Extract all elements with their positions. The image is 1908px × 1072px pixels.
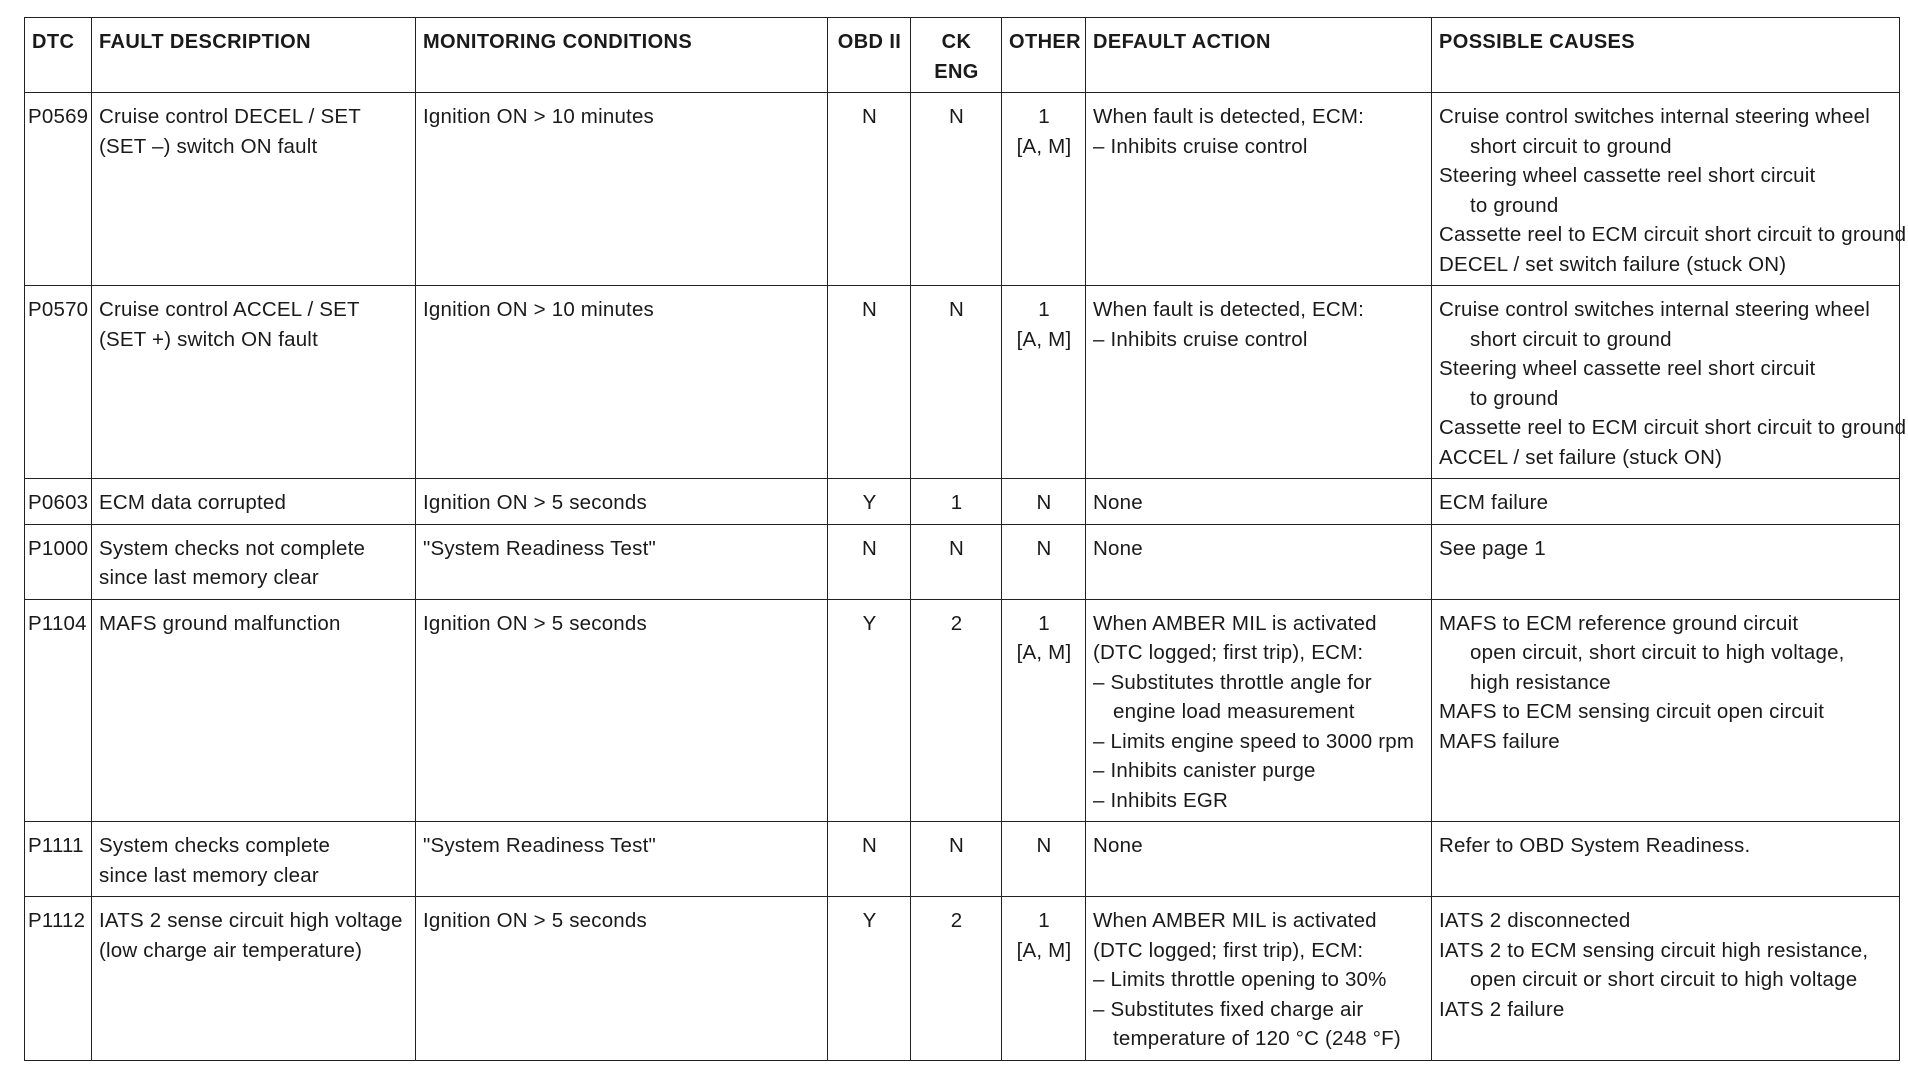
header-dtc: DTC [25, 18, 92, 93]
possible-causes-cell [1432, 822, 1900, 897]
possible-causes-cell-line: MAFS failure [1439, 729, 1560, 753]
monitoring-conditions-cell: Ignition ON > 10 minutes [416, 286, 828, 479]
possible-causes-cell-line: Cruise control switches internal steering wheel [1439, 298, 1870, 321]
fault-description-cell-line: IATS 2 sense circuit high voltage [99, 909, 403, 932]
default-action-cell-line: – Substitutes fixed charge air [1093, 997, 1364, 1021]
obd-ii-cell: N [828, 93, 911, 286]
other-cell-line: 1 [1038, 611, 1050, 635]
monitoring-conditions-cell: Ignition ON > 10 minutes [416, 93, 828, 286]
default-action-cell-line: When fault is detected, ECM: [1093, 298, 1365, 321]
fault-description-cell [92, 897, 416, 1061]
header-other: OTHER [1002, 18, 1086, 93]
header-fault-description: FAULT DESCRIPTION [92, 18, 416, 93]
table-row [25, 286, 1900, 479]
default-action-cell-line: None [1093, 491, 1143, 514]
other-cell [1002, 286, 1086, 479]
obd-ii-cell: Y [828, 479, 911, 525]
possible-causes-cell [1432, 524, 1900, 599]
default-action-cell-line: – Inhibits canister purge [1093, 759, 1316, 782]
monitoring-conditions-cell: "System Readiness Test" [416, 524, 828, 599]
possible-causes-cell-line: Cassette reel to ECM circuit short circuit to ground [1439, 223, 1907, 246]
default-action-cell-line: – Inhibits cruise control [1093, 134, 1308, 158]
ck-eng-cell: 2 [911, 897, 1002, 1061]
ck-eng-cell: N [911, 93, 1002, 286]
fault-description-cell-line: System checks not complete [99, 536, 366, 560]
header-obd-ii: OBD II [828, 18, 911, 93]
possible-causes-cell-line: to ground [1470, 193, 1559, 217]
table-row [25, 93, 1900, 286]
other-cell-line: [A, M] [1016, 134, 1072, 158]
default-action-cell-line: temperature of 120 °C (248 °F) [1113, 1027, 1401, 1050]
ck-eng-cell: 1 [911, 479, 1002, 525]
fault-description-cell-line: ECM data corrupted [99, 491, 287, 514]
table-row [25, 599, 1900, 822]
header-possible-causes: POSSIBLE CAUSES [1432, 18, 1900, 93]
other-cell [1002, 93, 1086, 286]
possible-causes-cell-line: open circuit or short circuit to high voltage [1470, 968, 1858, 991]
other-cell-line: 1 [1038, 298, 1050, 321]
possible-causes-cell-line: Steering wheel cassette reel short circuit [1439, 357, 1816, 380]
default-action-cell-line: (DTC logged; first trip), ECM: [1093, 938, 1364, 962]
monitoring-conditions-cell: Ignition ON > 5 seconds [416, 599, 828, 822]
possible-causes-cell-line: Refer to OBD System Readiness. [1439, 834, 1751, 857]
ck-eng-cell: 2 [911, 599, 1002, 822]
other-cell [1002, 897, 1086, 1061]
possible-causes-cell-line: ACCEL / set failure (stuck ON) [1439, 445, 1723, 469]
header-default-action: DEFAULT ACTION [1086, 18, 1432, 93]
header-monitoring-conditions: MONITORING CONDITIONS [416, 18, 828, 93]
monitoring-conditions-cell: Ignition ON > 5 seconds [416, 897, 828, 1061]
fault-description-cell [92, 599, 416, 822]
fault-description-cell-line: Cruise control DECEL / SET [99, 105, 361, 128]
fault-description-cell [92, 479, 416, 525]
default-action-cell-line: – Inhibits cruise control [1093, 327, 1308, 351]
dtc-code-cell: P0570 [25, 286, 92, 479]
possible-causes-cell [1432, 286, 1907, 479]
possible-causes-cell-line: short circuit to ground [1470, 327, 1672, 351]
obd-ii-cell: Y [828, 897, 911, 1061]
table-row [25, 897, 1900, 1061]
dtc-table [24, 17, 1907, 1061]
table-body [25, 93, 1907, 1061]
default-action-cell-line: When fault is detected, ECM: [1093, 105, 1365, 128]
dtc-code-cell: P1112 [25, 897, 92, 1061]
ck-eng-cell: N [911, 822, 1002, 897]
dtc-code-cell: P1000 [25, 524, 92, 599]
dtc-code-cell: P0569 [25, 93, 92, 286]
header-ck-eng: CK ENG [911, 18, 1002, 93]
possible-causes-cell-line: Steering wheel cassette reel short circuit [1439, 164, 1816, 187]
fault-description-cell [92, 93, 416, 286]
fault-description-cell-line: Cruise control ACCEL / SET [99, 298, 360, 321]
possible-causes-cell-line: short circuit to ground [1470, 134, 1672, 158]
default-action-cell [1086, 286, 1432, 479]
other-cell-line: N [1036, 491, 1052, 514]
other-cell-line: [A, M] [1016, 327, 1072, 351]
fault-description-cell [92, 524, 416, 599]
monitoring-conditions-cell: Ignition ON > 5 seconds [416, 479, 828, 525]
default-action-cell-line: – Limits engine speed to 3000 rpm [1093, 729, 1415, 753]
obd-ii-cell: N [828, 286, 911, 479]
possible-causes-cell-line: Cassette reel to ECM circuit short circuit to ground [1439, 416, 1907, 439]
other-cell-line: [A, M] [1016, 641, 1072, 664]
default-action-cell-line: None [1093, 536, 1143, 560]
dtc-code-cell: P0603 [25, 479, 92, 525]
fault-description-cell [92, 286, 416, 479]
possible-causes-cell-line: IATS 2 disconnected [1439, 909, 1631, 932]
possible-causes-cell [1432, 93, 1907, 286]
possible-causes-cell [1432, 897, 1900, 1061]
other-cell-line: N [1036, 536, 1052, 560]
possible-causes-cell-line: open circuit, short circuit to high voltage, [1470, 641, 1845, 664]
possible-causes-cell [1432, 599, 1900, 822]
possible-causes-cell-line: MAFS to ECM sensing circuit open circuit [1439, 700, 1825, 723]
default-action-cell-line: – Substitutes throttle angle for [1093, 670, 1372, 694]
possible-causes-cell-line: high resistance [1470, 670, 1611, 694]
fault-description-cell-line: (SET –) switch ON fault [99, 134, 318, 158]
other-cell-line: 1 [1038, 105, 1050, 128]
fault-description-cell [92, 822, 416, 897]
possible-causes-cell-line: to ground [1470, 386, 1559, 410]
default-action-cell [1086, 599, 1432, 822]
possible-causes-cell-line: DECEL / set switch failure (stuck ON) [1439, 252, 1787, 276]
default-action-cell-line: (DTC logged; first trip), ECM: [1093, 641, 1364, 664]
fault-description-cell-line: since last memory clear [99, 863, 319, 887]
header-row [25, 18, 1900, 93]
fault-description-cell-line: since last memory clear [99, 566, 319, 589]
default-action-cell-line: When AMBER MIL is activated [1093, 611, 1377, 635]
possible-causes-cell-line: Cruise control switches internal steering wheel [1439, 105, 1870, 128]
default-action-cell [1086, 897, 1432, 1061]
obd-ii-cell: N [828, 524, 911, 599]
possible-causes-cell-line: MAFS to ECM reference ground circuit [1439, 611, 1799, 635]
fault-description-cell-line: (SET +) switch ON fault [99, 327, 318, 351]
fault-description-cell-line: System checks complete [99, 834, 331, 857]
possible-causes-cell [1432, 479, 1900, 525]
default-action-cell-line: engine load measurement [1113, 700, 1355, 723]
default-action-cell-line: When AMBER MIL is activated [1093, 909, 1377, 932]
other-cell-line: 1 [1038, 909, 1050, 932]
monitoring-conditions-cell: "System Readiness Test" [416, 822, 828, 897]
table-row [25, 479, 1900, 525]
fault-description-cell-line: (low charge air temperature) [99, 938, 363, 962]
default-action-cell-line: None [1093, 834, 1143, 857]
ck-eng-cell: N [911, 524, 1002, 599]
dtc-code-cell: P1104 [25, 599, 92, 822]
possible-causes-cell-line: IATS 2 to ECM sensing circuit high resistance, [1439, 938, 1869, 962]
other-cell [1002, 822, 1086, 897]
other-cell [1002, 479, 1086, 525]
other-cell-line: N [1036, 834, 1052, 857]
default-action-cell [1086, 524, 1432, 599]
default-action-cell-line: – Inhibits EGR [1093, 788, 1228, 812]
possible-causes-cell-line: See page 1 [1439, 536, 1546, 560]
possible-causes-cell-line: IATS 2 failure [1439, 997, 1565, 1021]
possible-causes-cell-line: ECM failure [1439, 491, 1549, 514]
other-cell [1002, 599, 1086, 822]
table-row [25, 822, 1900, 897]
fault-description-cell-line: MAFS ground malfunction [99, 611, 341, 635]
default-action-cell [1086, 479, 1432, 525]
other-cell [1002, 524, 1086, 599]
default-action-cell [1086, 822, 1432, 897]
dtc-code-cell: P1111 [25, 822, 92, 897]
default-action-cell [1086, 93, 1432, 286]
table-header [25, 18, 1900, 93]
ck-eng-cell: N [911, 286, 1002, 479]
other-cell-line: [A, M] [1016, 938, 1072, 962]
table-row [25, 524, 1900, 599]
default-action-cell-line: – Limits throttle opening to 30% [1093, 968, 1387, 991]
obd-ii-cell: N [828, 822, 911, 897]
obd-ii-cell: Y [828, 599, 911, 822]
